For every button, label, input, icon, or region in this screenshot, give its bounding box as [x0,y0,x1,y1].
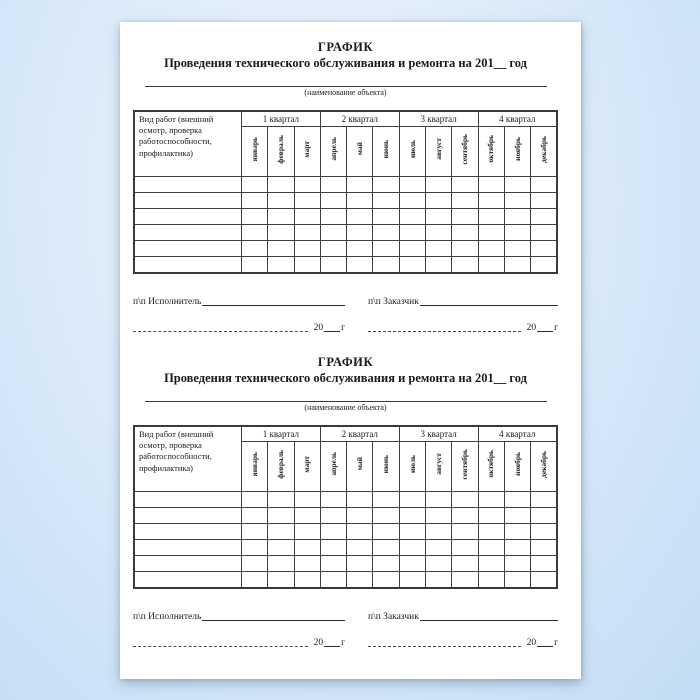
month-mark-cell [531,492,557,508]
month-mark-cell [373,193,399,209]
month-label: октябрь [486,450,496,478]
month-header [399,127,425,177]
month-mark-cell [531,540,557,556]
month-mark-cell [268,209,294,225]
date-row [133,322,558,334]
month-mark-cell [268,556,294,572]
work-type-header: Вид работ (внешний осмотр, проверка работоспособности, профилактика) [134,111,242,177]
month-mark-cell [373,177,399,193]
month-mark-cell [294,257,320,273]
month-mark-cell [504,508,530,524]
month-header [347,442,373,492]
quarter-header: 4 квартал [478,111,557,127]
month-mark-cell [425,209,451,225]
month-mark-cell [531,572,557,588]
schedule-row [134,556,557,572]
executor-date-line [133,646,308,647]
month-header [268,442,294,492]
month-mark-cell [478,177,504,193]
month-mark-cell [478,492,504,508]
month-mark-cell [478,572,504,588]
executor-label: п\п Исполнитель [133,611,202,622]
customer-signature [368,611,558,623]
schedule-row [134,492,557,508]
month-mark-cell [504,225,530,241]
month-label: октябрь [486,135,496,163]
month-mark-cell [452,492,478,508]
month-mark-cell [347,209,373,225]
month-mark-cell [347,492,373,508]
month-mark-cell [425,540,451,556]
form-subtitle: Проведения технического обслуживания и ремонта на 201__ год [164,56,527,70]
month-header [320,442,346,492]
year-suffix: г [554,637,558,648]
month-mark-cell [399,193,425,209]
month-mark-cell [504,492,530,508]
quarter-header: 4 квартал [478,426,557,442]
month-mark-cell [320,492,346,508]
month-label: май [355,457,365,471]
month-mark-cell [504,556,530,572]
month-header [320,127,346,177]
month-mark-cell [531,177,557,193]
month-mark-cell [320,209,346,225]
month-mark-cell [399,241,425,257]
month-mark-cell [242,540,268,556]
month-mark-cell [268,225,294,241]
quarter-header: 3 квартал [399,426,478,442]
month-header [268,127,294,177]
month-mark-cell [373,556,399,572]
month-header [452,127,478,177]
month-mark-cell [425,572,451,588]
month-mark-cell [320,241,346,257]
customer-date-line [368,646,521,647]
month-mark-cell [478,225,504,241]
customer-date-line [368,331,521,332]
form-title: ГРАФИК [317,40,374,54]
month-mark-cell [425,177,451,193]
form-title: ГРАФИК [317,355,374,369]
month-mark-cell [268,508,294,524]
work-entry-cell [134,257,242,273]
month-mark-cell [268,241,294,257]
month-mark-cell [478,556,504,572]
month-label: апрель [328,452,338,476]
month-mark-cell [242,492,268,508]
month-mark-cell [399,572,425,588]
month-header [294,127,320,177]
month-header [425,127,451,177]
form-subtitle: Проведения технического обслуживания и ремонта на 201__ год [164,371,527,385]
schedule-table [133,425,558,589]
month-mark-cell [242,257,268,273]
year-blank-line [537,646,553,647]
schedule-row [134,177,557,193]
month-label: июнь [381,139,391,159]
month-mark-cell [294,492,320,508]
month-mark-cell [347,177,373,193]
month-mark-cell [294,209,320,225]
customer-label: п\п Заказчик [368,296,419,307]
work-entry-cell [134,524,242,540]
month-label: август [433,138,443,160]
customer-date [368,637,558,649]
month-mark-cell [425,492,451,508]
month-mark-cell [373,492,399,508]
month-mark-cell [373,241,399,257]
month-label: январь [249,136,259,162]
month-mark-cell [452,193,478,209]
month-mark-cell [242,572,268,588]
month-mark-cell [294,225,320,241]
month-header [425,442,451,492]
month-mark-cell [531,257,557,273]
month-mark-cell [452,524,478,540]
month-mark-cell [399,225,425,241]
month-mark-cell [347,524,373,540]
customer-signature-line [420,620,558,621]
month-mark-cell [399,524,425,540]
quarter-header: 2 квартал [320,426,399,442]
month-mark-cell [452,241,478,257]
schedule-row [134,572,557,588]
month-mark-cell [425,556,451,572]
schedule-row [134,225,557,241]
work-entry-cell [134,241,242,257]
month-mark-cell [320,508,346,524]
month-mark-cell [399,540,425,556]
month-header [373,127,399,177]
year-blank-line [324,646,340,647]
customer-signature [368,296,558,308]
month-mark-cell [294,241,320,257]
month-mark-cell [452,508,478,524]
schedule-form-section-2 [120,337,581,652]
month-mark-cell [242,177,268,193]
month-mark-cell [504,572,530,588]
month-label: февраль [276,449,286,479]
month-mark-cell [531,209,557,225]
month-mark-cell [347,257,373,273]
month-mark-cell [294,556,320,572]
month-mark-cell [504,177,530,193]
month-mark-cell [268,177,294,193]
year-prefix: 20 [313,322,324,333]
executor-signature-line [202,305,345,306]
month-mark-cell [478,257,504,273]
schedule-row [134,524,557,540]
month-header [452,442,478,492]
work-entry-cell [134,193,242,209]
month-mark-cell [478,508,504,524]
month-mark-cell [294,508,320,524]
work-entry-cell [134,508,242,524]
object-name-caption: (наименование объекта) [304,403,387,412]
month-label: ноябрь [512,137,522,161]
month-label: август [433,453,443,475]
work-entry-cell [134,209,242,225]
date-row [133,637,558,649]
work-entry-cell [134,556,242,572]
month-mark-cell [268,257,294,273]
month-mark-cell [452,572,478,588]
quarter-header: 1 квартал [242,111,321,127]
schedule-row [134,540,557,556]
month-mark-cell [531,508,557,524]
month-mark-cell [399,257,425,273]
month-label: июль [407,139,417,159]
month-mark-cell [452,209,478,225]
year-prefix: 20 [526,637,537,648]
month-mark-cell [399,508,425,524]
month-header [373,442,399,492]
month-mark-cell [320,556,346,572]
schedule-form-section-1 [120,22,581,337]
month-mark-cell [294,572,320,588]
customer-signature-line [420,305,558,306]
month-mark-cell [320,225,346,241]
month-mark-cell [478,524,504,540]
month-mark-cell [347,540,373,556]
month-label: январь [249,451,259,477]
month-mark-cell [504,193,530,209]
month-mark-cell [531,225,557,241]
month-mark-cell [242,209,268,225]
month-mark-cell [294,524,320,540]
month-header [478,127,504,177]
object-name-blank-line [145,86,547,87]
schedule-table [133,110,558,274]
month-mark-cell [425,225,451,241]
month-mark-cell [531,193,557,209]
month-mark-cell [373,540,399,556]
month-mark-cell [242,193,268,209]
month-mark-cell [320,524,346,540]
month-label: май [355,142,365,156]
month-label: сентябрь [460,133,470,165]
work-entry-cell [134,492,242,508]
executor-date [133,637,345,649]
signature-row [133,611,558,623]
month-mark-cell [452,556,478,572]
year-blank-line [537,331,553,332]
month-mark-cell [425,508,451,524]
month-header [531,127,557,177]
month-mark-cell [373,524,399,540]
month-mark-cell [452,257,478,273]
month-mark-cell [452,177,478,193]
year-suffix: г [341,322,345,333]
month-mark-cell [531,524,557,540]
month-mark-cell [320,572,346,588]
year-suffix: г [554,322,558,333]
month-mark-cell [373,225,399,241]
year-suffix: г [341,637,345,648]
month-label: февраль [276,134,286,164]
month-header [294,442,320,492]
month-mark-cell [399,556,425,572]
month-mark-cell [425,241,451,257]
work-entry-cell [134,540,242,556]
month-mark-cell [399,492,425,508]
month-mark-cell [294,177,320,193]
year-blank-line [324,331,340,332]
month-mark-cell [268,540,294,556]
executor-signature [133,611,345,623]
month-mark-cell [425,524,451,540]
month-label: июнь [381,454,391,474]
month-mark-cell [452,225,478,241]
month-mark-cell [294,540,320,556]
month-label: март [302,140,312,158]
month-mark-cell [478,540,504,556]
month-header [504,127,530,177]
schedule-row [134,209,557,225]
month-mark-cell [242,508,268,524]
month-mark-cell [478,209,504,225]
month-mark-cell [425,193,451,209]
month-header [399,442,425,492]
customer-date [368,322,558,334]
month-header [242,442,268,492]
object-name-caption: (наименование объекта) [304,88,387,97]
signature-row [133,296,558,308]
month-label: декабрь [538,135,548,163]
executor-label: п\п Исполнитель [133,296,202,307]
month-mark-cell [478,241,504,257]
month-mark-cell [399,209,425,225]
month-mark-cell [373,257,399,273]
work-entry-cell [134,225,242,241]
month-mark-cell [347,225,373,241]
month-header [531,442,557,492]
executor-date [133,322,345,334]
month-mark-cell [373,508,399,524]
month-label: сентябрь [460,448,470,480]
month-mark-cell [294,193,320,209]
month-label: ноябрь [512,452,522,476]
month-mark-cell [478,193,504,209]
executor-date-line [133,331,308,332]
month-mark-cell [268,572,294,588]
month-mark-cell [531,241,557,257]
month-mark-cell [347,193,373,209]
month-mark-cell [399,177,425,193]
month-mark-cell [504,524,530,540]
work-entry-cell [134,177,242,193]
year-prefix: 20 [313,637,324,648]
schedule-row [134,193,557,209]
work-entry-cell [134,572,242,588]
month-mark-cell [268,492,294,508]
month-mark-cell [347,556,373,572]
quarter-header: 3 квартал [399,111,478,127]
month-mark-cell [242,556,268,572]
month-mark-cell [320,193,346,209]
month-mark-cell [531,556,557,572]
object-name-blank-line [145,401,547,402]
schedule-row [134,508,557,524]
month-header [504,442,530,492]
schedule-row [134,241,557,257]
month-mark-cell [242,524,268,540]
month-mark-cell [373,209,399,225]
month-mark-cell [242,241,268,257]
executor-signature-line [202,620,345,621]
month-mark-cell [242,225,268,241]
month-mark-cell [373,572,399,588]
month-header [478,442,504,492]
month-header [242,127,268,177]
month-mark-cell [268,193,294,209]
month-mark-cell [504,241,530,257]
month-label: декабрь [538,450,548,478]
quarter-header: 2 квартал [320,111,399,127]
quarter-header: 1 квартал [242,426,321,442]
month-mark-cell [347,572,373,588]
month-header [347,127,373,177]
month-mark-cell [452,540,478,556]
customer-label: п\п Заказчик [368,611,419,622]
month-mark-cell [320,177,346,193]
month-mark-cell [347,241,373,257]
month-mark-cell [504,257,530,273]
executor-signature [133,296,345,308]
month-label: июль [407,454,417,474]
month-mark-cell [504,540,530,556]
work-type-header: Вид работ (внешний осмотр, проверка работоспособности, профилактика) [134,426,242,492]
month-mark-cell [347,508,373,524]
month-mark-cell [320,257,346,273]
month-mark-cell [425,257,451,273]
year-prefix: 20 [526,322,537,333]
month-label: апрель [328,137,338,161]
month-label: март [302,455,312,473]
month-mark-cell [268,524,294,540]
month-mark-cell [504,209,530,225]
schedule-row [134,257,557,273]
month-mark-cell [320,540,346,556]
document-page [120,22,581,679]
